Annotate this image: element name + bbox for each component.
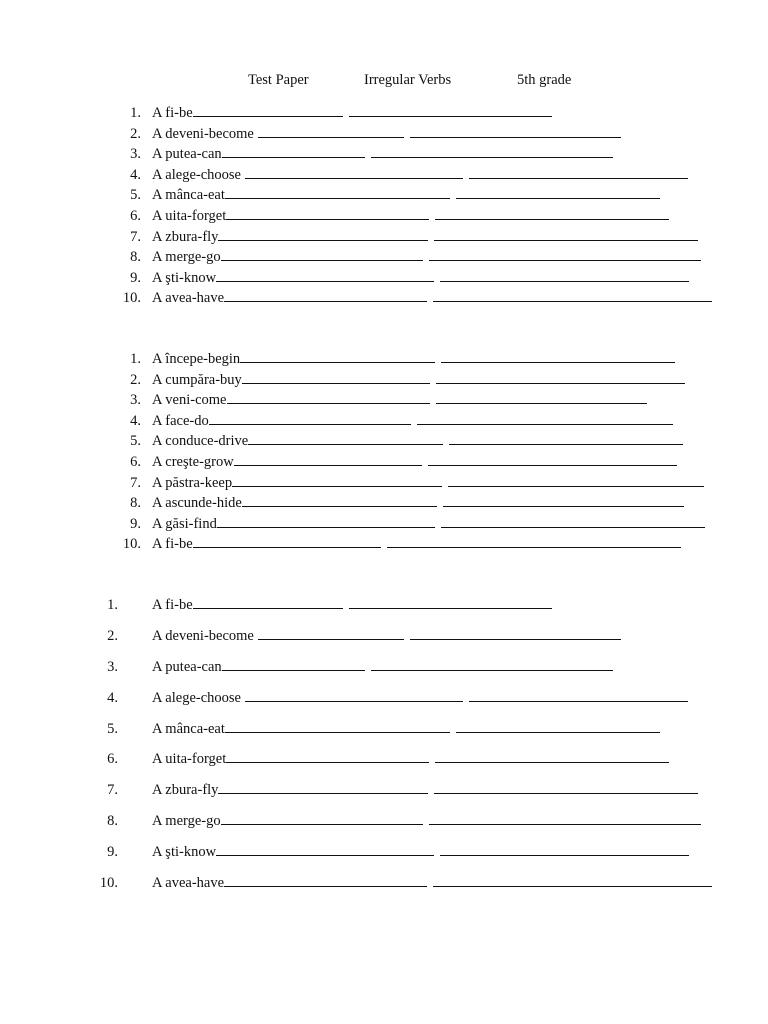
answer-blank[interactable]: [434, 780, 698, 794]
answer-blank[interactable]: [193, 103, 343, 117]
answer-blank[interactable]: [440, 268, 689, 282]
verb-text: A putea-can: [152, 146, 222, 163]
list-item: 7. A zbura-fly: [0, 227, 768, 248]
answer-blank[interactable]: [349, 103, 552, 117]
list-item: 9. A şti-know: [0, 268, 768, 289]
list-item: 2. A deveni-become: [0, 626, 768, 657]
verb-text: A mânca-eat: [152, 187, 225, 204]
list-item: 8. A ascunde-hide: [0, 493, 768, 514]
answer-blank[interactable]: [456, 185, 660, 199]
answer-blank[interactable]: [440, 842, 689, 856]
verb-text: A fi-be: [152, 597, 193, 613]
answer-blank[interactable]: [193, 595, 343, 609]
answer-blank[interactable]: [429, 811, 701, 825]
answer-blank[interactable]: [226, 206, 429, 220]
list-item: 8. A merge-go: [0, 811, 768, 842]
answer-blank[interactable]: [221, 811, 423, 825]
verb-text: A conduce-drive: [152, 433, 249, 450]
answer-blank[interactable]: [371, 657, 613, 671]
verb-text: A merge-go: [152, 249, 221, 266]
answer-blank[interactable]: [433, 288, 712, 302]
answer-blank[interactable]: [417, 411, 673, 425]
list-item: 4. A alege-choose: [0, 165, 768, 186]
answer-blank[interactable]: [225, 719, 450, 733]
list-item: 4. A face-do: [0, 411, 768, 432]
answer-blank[interactable]: [216, 842, 434, 856]
answer-blank[interactable]: [234, 452, 422, 466]
answer-blank[interactable]: [371, 144, 613, 158]
list-item: 2. A cumpăra-buy: [0, 370, 768, 391]
answer-blank[interactable]: [222, 144, 365, 158]
verb-text: A zbura-fly: [152, 782, 219, 799]
list-item: 5. A conduce-drive: [0, 431, 768, 452]
verb-text: A fi-be: [152, 105, 193, 121]
list-item: 9. A şti-know: [0, 842, 768, 873]
answer-blank[interactable]: [258, 626, 404, 640]
answer-blank[interactable]: [456, 719, 660, 733]
answer-blank[interactable]: [441, 349, 675, 363]
answer-blank[interactable]: [434, 227, 698, 241]
answer-blank[interactable]: [222, 657, 365, 671]
answer-blank[interactable]: [221, 247, 423, 261]
answer-blank[interactable]: [435, 749, 669, 763]
verb-text: A deveni-become: [152, 125, 258, 142]
list-item: 6. A uita-forget: [0, 749, 768, 780]
verb-text: A avea-have: [152, 875, 225, 892]
answer-blank[interactable]: [469, 688, 688, 702]
subject-title: Irregular Verbs: [364, 72, 452, 88]
list-item: 3. A putea-can: [0, 657, 768, 688]
list-item: 3. A veni-come: [0, 390, 768, 411]
answer-blank[interactable]: [410, 626, 621, 640]
list-item: 1. A fi-be: [0, 595, 768, 626]
verb-text: A creşte-grow: [152, 453, 234, 470]
answer-blank[interactable]: [225, 185, 450, 199]
list-item: 10. A avea-have: [0, 288, 768, 309]
list-item: 5. A mânca-eat: [0, 719, 768, 750]
verb-text: A uita-forget: [152, 207, 227, 224]
verb-text: A ascunde-hide: [152, 495, 242, 512]
answer-blank[interactable]: [242, 370, 430, 384]
verb-list-2: [0, 349, 768, 555]
answer-blank[interactable]: [218, 780, 428, 794]
test-paper-label: Test Paper: [248, 72, 309, 88]
verb-text: A merge-go: [152, 813, 221, 830]
answer-blank[interactable]: [226, 749, 429, 763]
verb-text: A fi-be: [152, 536, 193, 553]
grade-label: 5th grade: [517, 72, 572, 88]
verb-text: A uita-forget: [152, 751, 227, 768]
answer-blank[interactable]: [216, 268, 434, 282]
list-item: 7. A zbura-fly: [0, 780, 768, 811]
list-item: 6. A creşte-grow: [0, 452, 768, 473]
answer-blank[interactable]: [224, 873, 427, 887]
answer-blank[interactable]: [387, 534, 681, 548]
verb-text: A putea-can: [152, 658, 222, 675]
answer-blank[interactable]: [248, 431, 443, 445]
verb-text: A alege-choose: [152, 689, 245, 706]
answer-blank[interactable]: [435, 206, 669, 220]
list-item: 5. A mânca-eat: [0, 185, 768, 206]
verb-text: A zbura-fly: [152, 228, 219, 245]
list-item: 1. A fi-be: [0, 103, 768, 124]
list-item: 3. A putea-can: [0, 144, 768, 165]
answer-blank[interactable]: [441, 514, 705, 528]
verb-text: A păstra-keep: [152, 474, 233, 491]
verb-text: A deveni-become: [152, 627, 258, 644]
verb-text: A alege-choose: [152, 166, 245, 183]
list-item: 6. A uita-forget: [0, 206, 768, 227]
answer-blank[interactable]: [469, 165, 688, 179]
answer-blank[interactable]: [448, 473, 704, 487]
list-item: 1. A începe-begin: [0, 349, 768, 370]
answer-blank[interactable]: [232, 473, 442, 487]
verb-text: A mânca-eat: [152, 720, 225, 737]
page-header: [0, 72, 768, 92]
verb-text: A găsi-find: [152, 515, 217, 532]
list-item: 9. A găsi-find: [0, 514, 768, 535]
answer-blank[interactable]: [218, 227, 428, 241]
list-item: 2. A deveni-become: [0, 124, 768, 145]
list-item: 7. A păstra-keep: [0, 473, 768, 494]
answer-blank[interactable]: [245, 165, 463, 179]
answer-blank[interactable]: [410, 124, 621, 138]
answer-blank[interactable]: [240, 349, 435, 363]
verb-text: A avea-have: [152, 290, 225, 307]
answer-blank[interactable]: [443, 493, 684, 507]
verb-text: A veni-come: [152, 392, 227, 409]
verb-text: A şti-know: [152, 844, 217, 861]
list-item: 10. A fi-be: [0, 534, 768, 555]
list-item: 10. A avea-have: [0, 873, 768, 904]
answer-blank[interactable]: [433, 873, 712, 887]
list-item: 8. A merge-go: [0, 247, 768, 268]
answer-blank[interactable]: [227, 390, 430, 404]
list-item: 4. A alege-choose: [0, 688, 768, 719]
answer-blank[interactable]: [193, 534, 381, 548]
answer-blank[interactable]: [436, 390, 647, 404]
answer-blank[interactable]: [449, 431, 683, 445]
verb-text: A începe-begin: [152, 351, 241, 367]
verb-list-1: [0, 103, 768, 309]
answer-blank[interactable]: [224, 288, 427, 302]
answer-blank[interactable]: [258, 124, 404, 138]
answer-blank[interactable]: [209, 411, 411, 425]
verb-text: A cumpăra-buy: [152, 371, 242, 388]
answer-blank[interactable]: [245, 688, 463, 702]
verb-text: A face-do: [152, 412, 209, 429]
verb-list-3: [0, 595, 768, 904]
answer-blank[interactable]: [428, 452, 677, 466]
verb-text: A şti-know: [152, 269, 217, 286]
answer-blank[interactable]: [429, 247, 701, 261]
answer-blank[interactable]: [436, 370, 685, 384]
answer-blank[interactable]: [349, 595, 552, 609]
answer-blank[interactable]: [242, 493, 437, 507]
answer-blank[interactable]: [217, 514, 435, 528]
